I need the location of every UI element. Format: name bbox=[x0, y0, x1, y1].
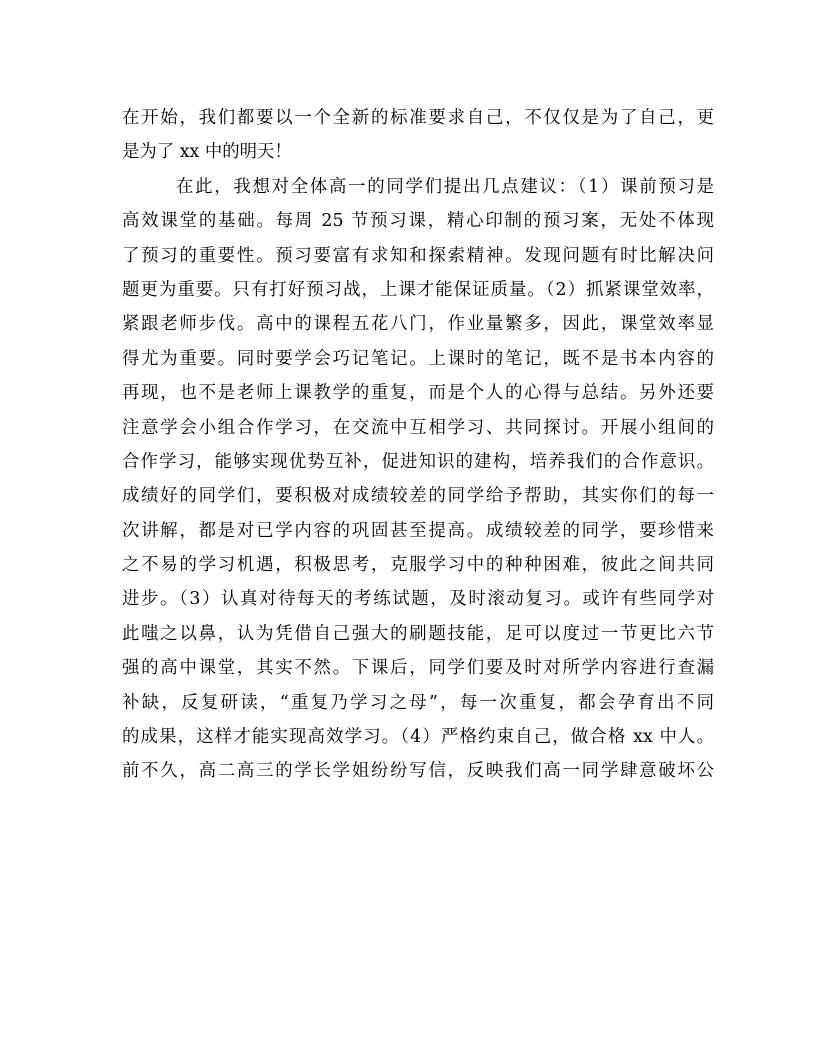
paragraph-first-line: 在此，我想对全体高一的同学们提出几点建议：（1）课前预习是 bbox=[176, 176, 714, 197]
text-line: 次讲解，都是对已学内容的巩固甚至提高。成绩较差的同学，要珍惜来 bbox=[122, 520, 714, 541]
text-line: 前不久，高二高三的学长学姐纷纷写信，反映我们高一同学肆意破坏公 bbox=[122, 761, 714, 782]
text-line: 进步。（3）认真对待每天的考练试题，及时滚动复习。或许有些同学对 bbox=[122, 589, 714, 610]
text-line: 题更为重要。只有打好预习战，上课才能保证质量。（2）抓紧课堂效率， bbox=[122, 279, 714, 300]
text-line: 得尤为重要。同时要学会巧记笔记。上课时的笔记，既不是书本内容的 bbox=[122, 348, 714, 369]
text-line: 强的高中课堂，其实不然。下课后，同学们要及时对所学内容进行查漏 bbox=[122, 658, 714, 679]
text-line: 此嗤之以鼻，认为凭借自己强大的刷题技能，足可以度过一节更比六节 bbox=[122, 623, 714, 644]
text-line: 成绩好的同学们，要积极对成绩较差的同学给予帮助，其实你们的每一 bbox=[122, 486, 714, 507]
text-line: 高效课堂的基础。每周 25 节预习课，精心印制的预习案，无处不体现 bbox=[122, 211, 714, 232]
text-line: 是为了 xx 中的明天！ bbox=[122, 142, 292, 163]
text-line: 了预习的重要性。预习要富有求知和探索精神。发现问题有时比解决问 bbox=[122, 245, 714, 266]
text-line: 再现，也不是老师上课教学的重复，而是个人的心得与总结。另外还要 bbox=[122, 383, 714, 404]
text-line: 补缺，反复研读，“重复乃学习之母”，每一次重复，都会孕育出不同 bbox=[122, 692, 714, 713]
text-line: 在开始，我们都要以一个全新的标准要求自己，不仅仅是为了自己，更 bbox=[122, 108, 714, 128]
body-text bbox=[122, 101, 714, 789]
text-line: 之不易的学习机遇，积极思考，克服学习中的种种困难，彼此之间共同 bbox=[122, 555, 714, 576]
text-line: 合作学习，能够实现优势互补，促进知识的建构，培养我们的合作意识。 bbox=[122, 451, 714, 472]
text-line: 的成果，这样才能实现高效学习。（4）严格约束自己，做合格 xx 中人。 bbox=[122, 727, 714, 748]
text-line: 紧跟老师步伐。高中的课程五花八门，作业量繁多，因此，课堂效率显 bbox=[122, 314, 714, 335]
text-line: 注意学会小组合作学习，在交流中互相学习、共同探讨。开展小组间的 bbox=[122, 417, 714, 438]
